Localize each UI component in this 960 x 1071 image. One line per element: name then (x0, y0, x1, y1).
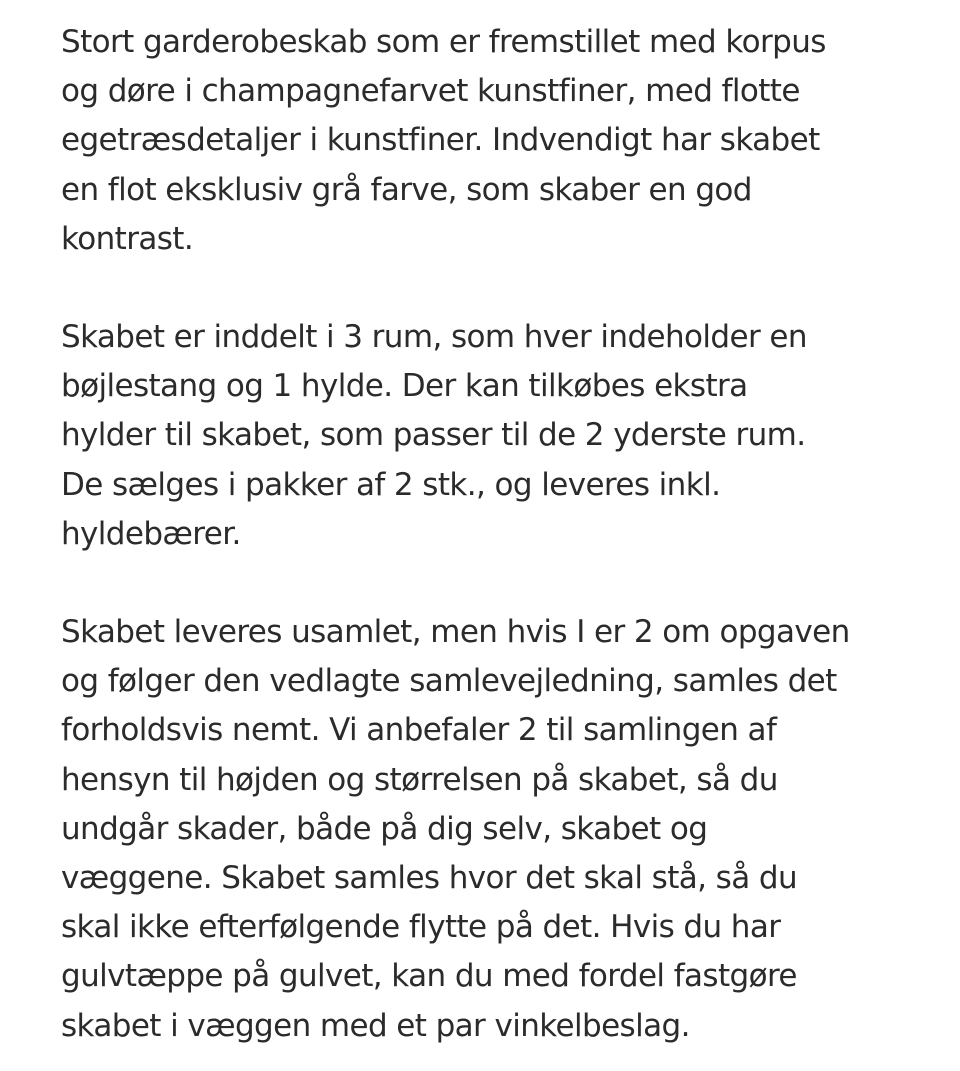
text-line: væggene. Skabet samles hvor det skal stå, så du (61, 860, 797, 897)
product-description (61, 18, 921, 1051)
text-line: Skabet er inddelt i 3 rum, som hver indeholder en (61, 319, 807, 356)
description-paragraph-2 (61, 313, 921, 559)
text-line: hensyn til højden og størrelsen på skabet, så du (61, 761, 778, 798)
text-line: De sælges i pakker af 2 stk., og leveres inkl. (61, 466, 721, 503)
paragraph-spacer (61, 559, 921, 608)
text-line: egetræsdetaljer i kunstfiner. Indvendigt har skabet (61, 122, 820, 159)
text-line: og døre i champagnefarvet kunstfiner, med flotte (61, 73, 800, 110)
text-line: skal ikke efterfølgende flytte på det. Hvis du har (61, 909, 781, 946)
description-paragraph-3 (61, 608, 921, 1051)
text-line: Skabet leveres usamlet, men hvis I er 2 om opgaven (61, 614, 850, 651)
text-line: hyldebærer. (61, 515, 241, 552)
text-line: og følger den vedlagte samlevejledning, samles det (61, 663, 837, 700)
text-line: undgår skader, både på dig selv, skabet og (61, 810, 708, 847)
text-line: forholdsvis nemt. Vi anbefaler 2 til samlingen af (61, 712, 777, 749)
paragraph-spacer (61, 264, 921, 313)
text-line: kontrast. (61, 220, 194, 257)
text-line: Stort garderobeskab som er fremstillet med korpus (61, 24, 826, 60)
text-line: skabet i væggen med et par vinkelbeslag. (61, 1007, 690, 1044)
description-paragraph-1 (61, 18, 921, 264)
text-line: hylder til skabet, som passer til de 2 yderste rum. (61, 417, 806, 454)
text-line: gulvtæppe på gulvet, kan du med fordel fastgøre (61, 958, 797, 995)
text-line: en flot eksklusiv grå farve, som skaber en god (61, 171, 752, 208)
text-line: bøjlestang og 1 hylde. Der kan tilkøbes ekstra (61, 368, 748, 405)
